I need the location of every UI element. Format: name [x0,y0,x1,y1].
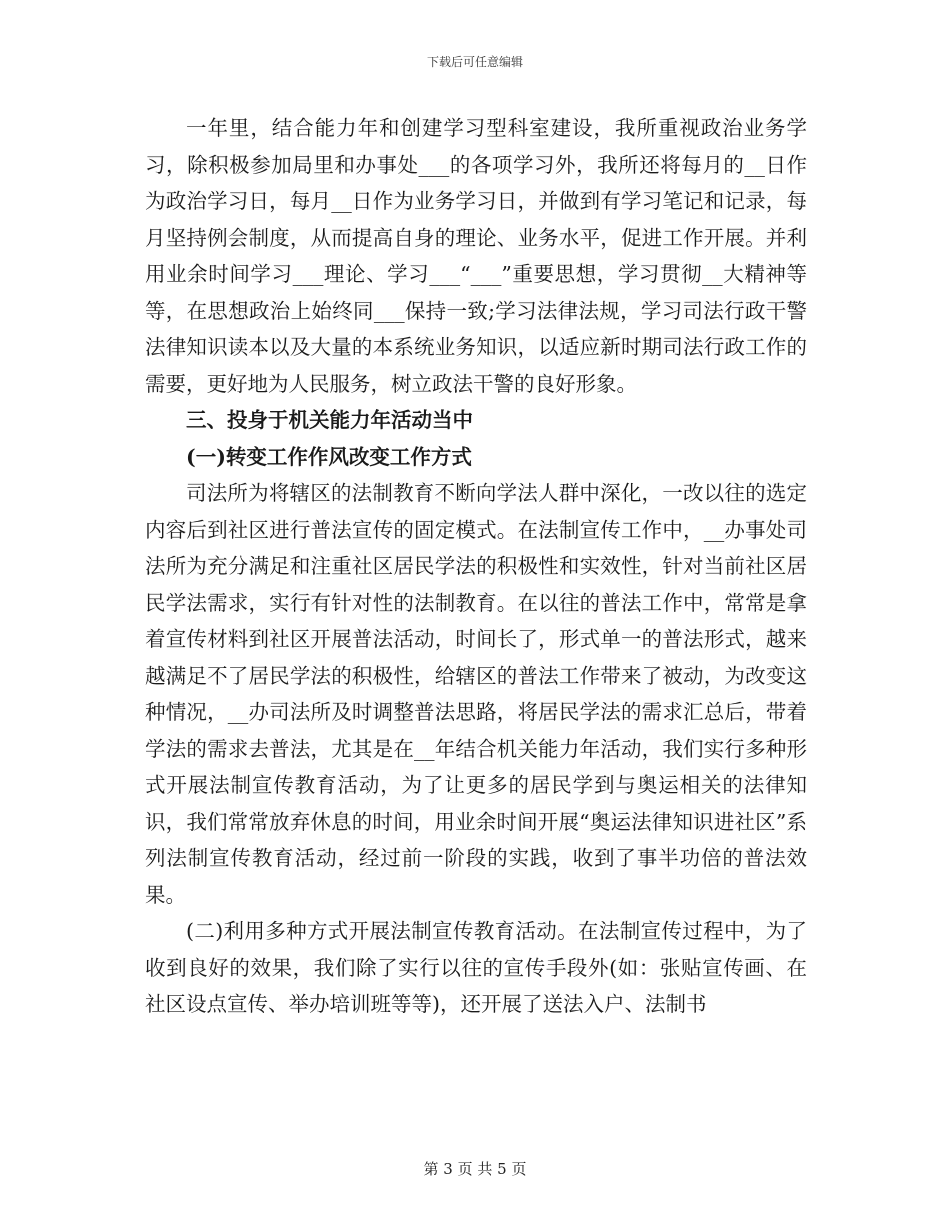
paragraph-publicity-methods: (二)利用多种方式开展法制宣传教育活动。在法制宣传过程中，为了收到良好的效果，我们除了实行以往的宣传手段外(如：张贴宣传画、在社区设点宣传、举办培训班等等)，还开展了送法入户、法制书 [145,919,807,1016]
page-header-note: 下载后可任意编辑 [426,55,523,69]
paragraph-work-style: 司法所为将辖区的法制教育不断向学法人群中深化，一改以往的选定内容后到社区进行普法宣传的固定模式。在法制宣传工作中，__办事处司法所为充分满足和注重社区居民学法的积极性和实效性，针对当前社区居民学法需求，实行有针对性的法制教育。在以往的普法工作中，常常是拿着宣传材料到社区开展普法活动，时间长了，形式单一的普法形式，越来越满足不了居民学法的积极性，给辖区的普法工作带来了被动，为改变这种情况，__办司法所及时调整普法思路，将居民学法的需求汇总后，带着学法的需求去普法，尤其是在__年结合机关能力年活动，我们实行多种形式开展法制宣传教育活动，为了让更多的居民学到与奥运相关的法律知识，我们常常放弃休息的时间，用业余时间开展“奥运法律知识进社区”系列法制宣传教育活动，经过前一阶段的实践，收到了事半功倍的普法效果。 [145,481,807,907]
document-body [145,110,807,1023]
subsection-heading-one: (一)转变工作作风改变工作方式 [186,444,472,469]
paragraph-study: 一年里，结合能力年和创建学习型科室建设，我所重视政治业务学习，除积极参加局里和办事处___的各项学习外，我所还将每月的__日作为政治学习日，每月__日作为业务学习日，并做到有学习笔记和记录，每月坚持例会制度，从而提高自身的理论、业务水平，促进工作开展。并利用业余时间学习___理论、学习___“___”重要思想，学习贯彻__大精神等等，在思想政治上始终同___保持一致;学习法律法规，学习司法行政干警法律知识读本以及大量的本系统业务知识，以适应新时期司法行政工作的需要，更好地为人民服务，树立政法干警的良好形象。 [145,116,807,396]
section-heading-three: 三、投身于机关能力年活动当中 [186,408,473,432]
page-number: 第 3 页 共 5 页 [423,1160,527,1178]
